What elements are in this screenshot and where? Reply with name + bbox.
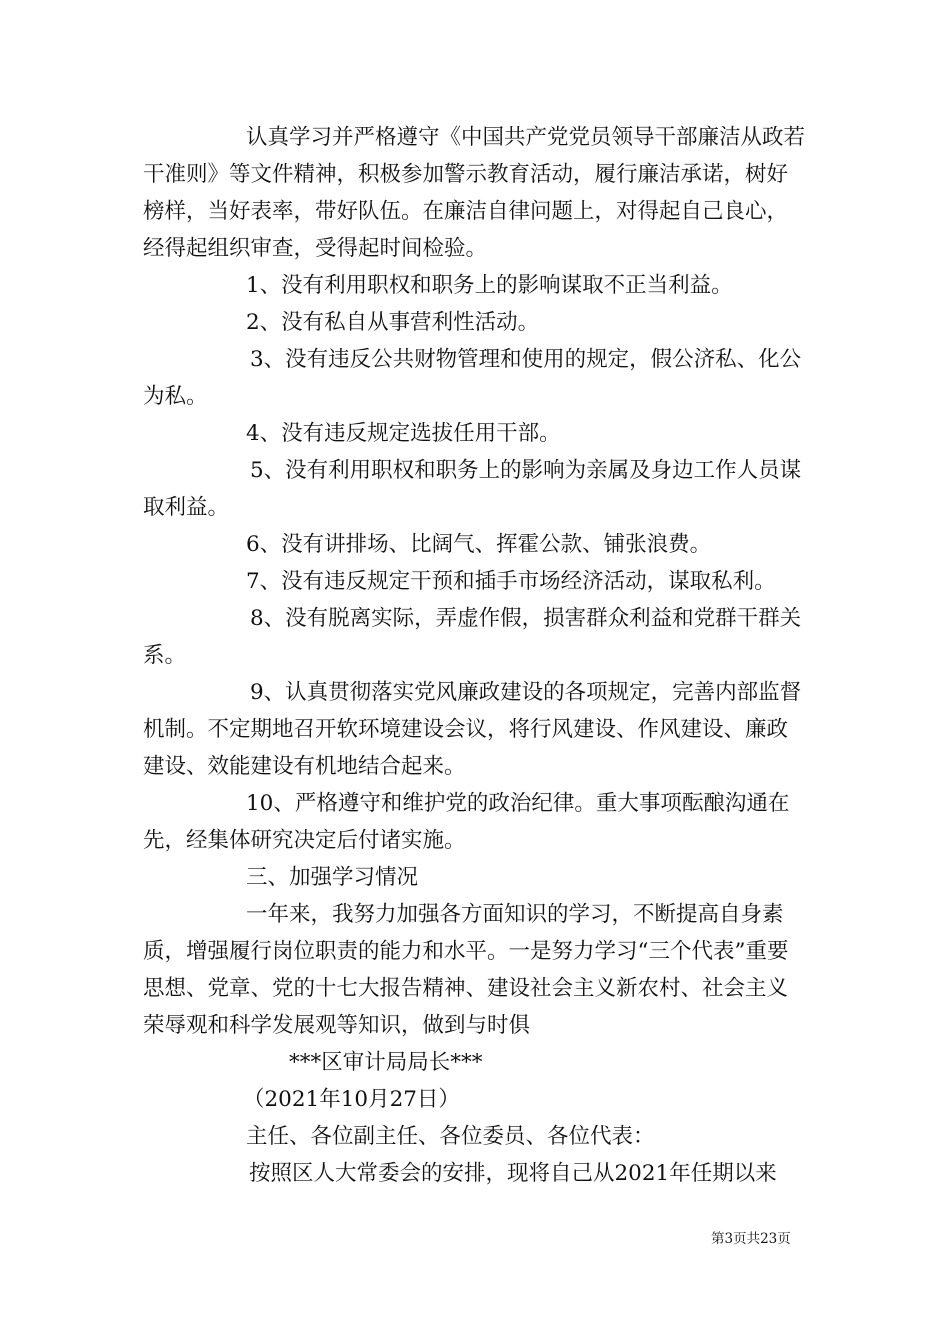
section-heading-study: 三、加强学习情况 xyxy=(246,865,419,890)
list-item-7: 7、没有违反规定干预和插手市场经济活动，谋取私利。 xyxy=(246,569,776,594)
list-item-6: 6、没有讲排场、比阔气、挥霍公款、铺张浪费。 xyxy=(246,532,712,557)
list-item-5: 5、没有利用职权和职务上的影响为亲属及身边工作人员谋取利益。 xyxy=(143,458,802,520)
salutation: 主任、各位副主任、各位委员、各位代表： xyxy=(246,1124,655,1149)
page-number-footer: 第3页共23页 xyxy=(711,1231,791,1247)
list-item-9: 9、认真贯彻落实党风廉政建设的各项规定，完善内部监督机制。不定期地召开软环境建设会议，将行风建设、作风建设、廉政建设、效能建设有机地结合起来。 xyxy=(143,680,802,779)
list-item-2: 2、没有私自从事营利性活动。 xyxy=(246,310,540,335)
list-item-10: 10、严格遵守和维护党的政治纪律。重大事项酝酿沟通在先，经集体研究决定后付诸实施。 xyxy=(143,791,790,853)
list-item-8: 8、没有脱离实际，弄虚作假，损害群众利益和党群干群关系。 xyxy=(143,606,802,668)
report-author: ***区审计局局长*** xyxy=(289,1050,483,1075)
report-date: （2021年10月27日） xyxy=(243,1087,460,1112)
list-item-1: 1、没有利用职权和职务上的影响谋取不正当利益。 xyxy=(246,273,733,298)
paragraph-intro: 认真学习并严格遵守《中国共产党党员领导干部廉洁从政若干准则》等文件精神，积极参加警示教育活动，履行廉洁承诺，树好榜样，当好表率，带好队伍。在廉洁自律问题上，对得起自己良心，经得起组织审查，受得起时间检验。 xyxy=(143,125,806,261)
paragraph-study: 一年来，我努力加强各方面知识的学习，不断提高自身素质，增强履行岗位职责的能力和水平。一是努力学习“三个代表”重要思想、党章、党的十七大报告精神、建设社会主义新农村、社会主义荣辱观和科学发展观等知识，做到与时俱 xyxy=(143,902,789,1038)
list-item-4: 4、没有违反规定选拔任用干部。 xyxy=(246,421,561,446)
list-item-3: 3、没有违反公共财物管理和使用的规定，假公济私、化公为私。 xyxy=(143,347,802,409)
paragraph-report-opening: 按照区人大常委会的安排，现将自己从2021年任期以来 xyxy=(249,1161,777,1186)
